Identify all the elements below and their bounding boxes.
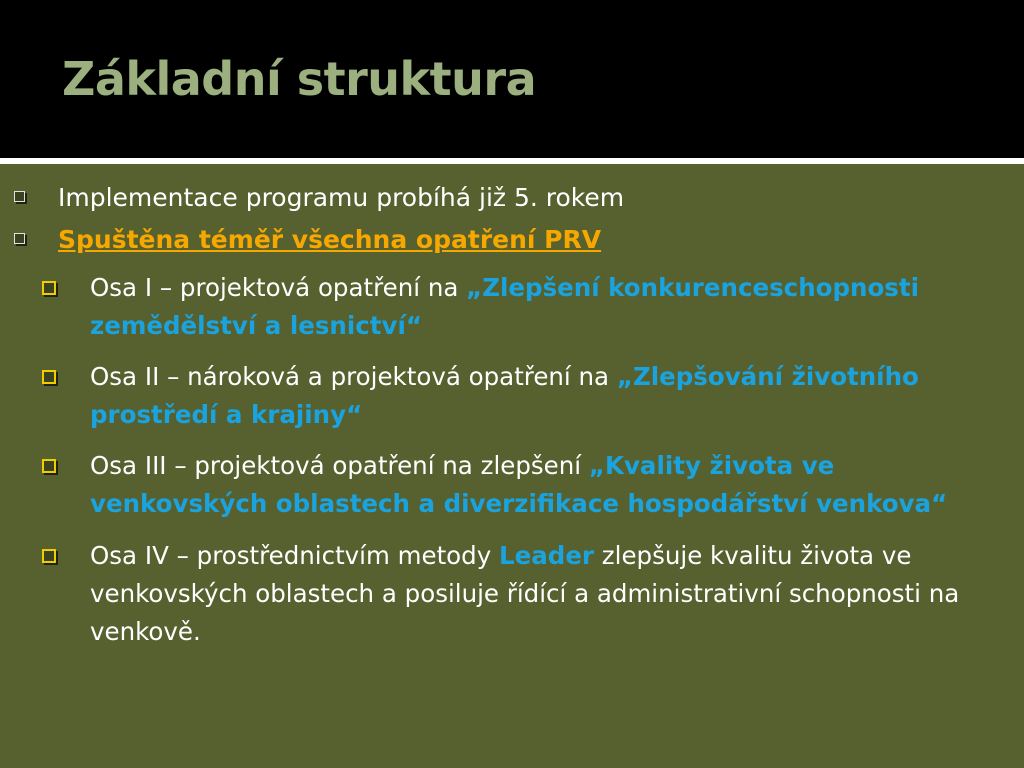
title-bar (0, 0, 1024, 158)
axis-1-item (90, 269, 1015, 345)
bullet-text: Implementace programu probíhá již 5. rokem (58, 183, 625, 212)
axis-text: Osa IV – prostřednictvím metody (90, 541, 500, 570)
checkbox-bullet-icon (42, 281, 56, 295)
axis-2-item (90, 358, 1015, 434)
bullet-prv-launched (58, 220, 601, 260)
axis-4-item (90, 537, 1015, 651)
bullet-implementation (58, 178, 624, 218)
axis-highlight: Leader (499, 541, 595, 570)
axis-text: Osa III – projektová opatření na zlepšení (90, 451, 589, 480)
checkbox-bullet-icon (14, 191, 25, 202)
page-title: Základní struktura (62, 52, 537, 106)
checkbox-bullet-icon (42, 549, 56, 563)
axis-suffix: zlepšuje kvalitu života ve venkovských oblastech a posiluje řídící a administrativní schopnosti na venkově. (90, 541, 960, 646)
axis-highlight: „Kvality života ve venkovských oblastech a diverzifikace hospodářství venkova“ (90, 451, 948, 518)
axis-text: Osa I – projektová opatření na (90, 273, 467, 302)
axis-highlight: „Zlepšení konkurenceschopnosti zemědělství a lesnictví“ (90, 273, 919, 340)
axis-text: Osa II – nároková a projektová opatření na (90, 362, 617, 391)
axis-3-item (90, 447, 1015, 523)
checkbox-bullet-icon (42, 370, 56, 384)
checkbox-bullet-icon (42, 459, 56, 473)
title-divider (0, 158, 1024, 164)
checkbox-bullet-icon (14, 233, 25, 244)
bullet-highlight-text: Spuštěna téměř všechna opatření PRV (58, 225, 602, 254)
axis-highlight: „Zlepšování životního prostředí a krajiny“ (90, 362, 919, 429)
